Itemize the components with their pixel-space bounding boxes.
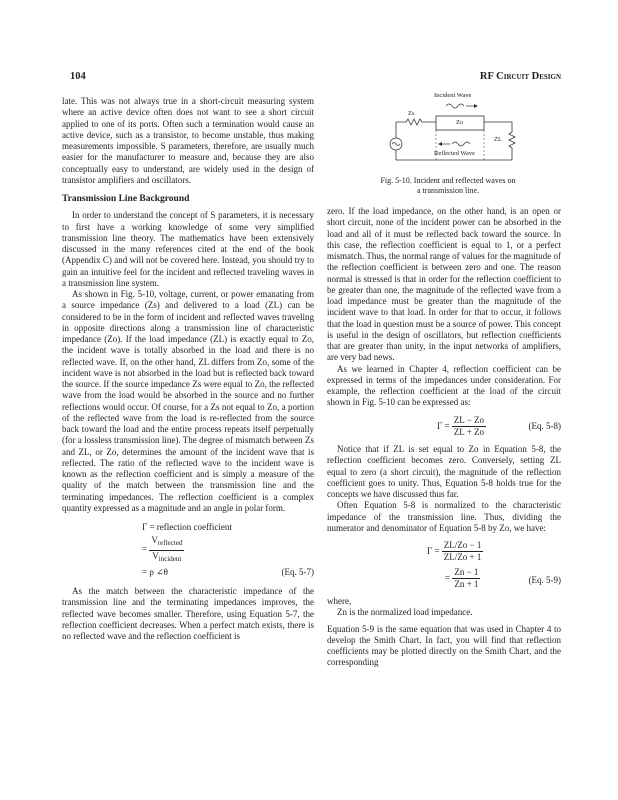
equation-5-7: Γ = reflection coefficient = $\frac{V_{reflected}}{V_{incident}}$ = ρ ∠θ (Eq. 5-7)	[142, 522, 314, 577]
equation-label: (Eq. 5-8)	[528, 420, 561, 431]
eq-fraction: $\frac{ZL - Zo}{ZL + Zo}$	[453, 414, 485, 437]
equation-5-9: Γ = $\frac{ZL/Zo - 1}{ZL/Zo + 1}$ = $\frac{Zn - 1}{Zn + 1}$ (Eq. 5-9)	[427, 540, 561, 589]
incident-wave-label: Incident Wave	[434, 92, 472, 99]
caption-line-1: Fig. 5-10. Incident and reflected waves on	[380, 176, 516, 185]
equation-label: (Eq. 5-7)	[281, 566, 314, 577]
where-definition: Zn is the normalized load impedance.	[337, 607, 473, 618]
paragraph: In order to understand the concept of S parameters, it is necessary to first have a working knowledge of some very simplified transmission line theory. The mathematics have been extensively discussed in the many references cited at the end of the book (Appendix C) and will not be covered here. Instead, you should try to gain an intuitive feel for the incident and reflected traveling waves in a transmission line system.	[62, 210, 314, 288]
page-number: 104	[70, 71, 86, 82]
eq-fraction: $\frac{V_{reflected}}{V_{incident}}$	[151, 535, 183, 563]
eq-fraction: $\frac{ZL/Zo - 1}{ZL/Zo + 1}$	[443, 540, 482, 563]
equation-5-8: Γ = $\frac{ZL - Zo}{ZL + Zo}$ (Eq. 5-8)	[437, 414, 561, 437]
reflected-wave-label: Reflected Wave	[434, 150, 476, 157]
figure-caption	[358, 176, 538, 196]
paragraph: As the match between the characteristic impedance of the transmission line and the terminating impedances improves, the reflected wave becomes smaller. Therefore, using Equation 5-7, the reflection coefficient decreases. When a perfect match exists, there is no reflected wave and the reflection coefficient is	[62, 586, 314, 641]
figure-5-10	[382, 92, 532, 172]
right-column	[327, 206, 561, 669]
equation-label: (Eq. 5-9)	[528, 574, 561, 585]
where-line: where,	[327, 596, 352, 606]
zl-label: ZL	[494, 136, 502, 143]
zs-label: Zs	[408, 110, 415, 117]
paragraph: zero. If the load impedance, on the other hand, is an open or short circuit, none of the incident power can be absorbed in the load and all of it must be reflected back toward the source. In this case, the reflection coefficient is equal to 1, or a perfect mismatch. Thus, the normal range of values for the magnitude of the reflection coefficient is between zero and one. The reason normal is stressed is that in order for the reflection coefficient to be greater than one, the magnitude of the reflected wave from a load impedance must be greater than the magnitude of the incident wave to that load. In order for that to occur, it follows that the load in question must be a source of power. This concept is useful in the design of oscillators, but reflection coefficients that are greater than unity, in the input networks of amplifiers, are very bad news.	[327, 206, 561, 363]
zo-label: Zo	[456, 119, 464, 126]
eq-line-1: Γ = reflection coefficient	[142, 522, 232, 532]
eq-line-3: = ρ ∠θ	[142, 566, 168, 577]
paragraph: late. This was not always true in a short-circuit measuring system where an active device often does not want to see a short circuit applied to one of its ports. Often such a termination would cause an active device, such as a transistor, to become unstable, thus making measurements impossible. S parameters, therefore, are usually much easier for the manufacturer to measure and, because they are also conceptually easy to understand, are widely used in the design of transistor amplifiers and oscillators.	[62, 96, 314, 185]
paragraph: As we learned in Chapter 4, reflection coefficient can be expressed in terms of the impedances under consideration. For example, the reflection coefficient at the load of the circuit shown in Fig. 5-10 can be expressed as:	[327, 363, 561, 408]
transmission-line-diagram	[382, 92, 532, 172]
paragraph: Equation 5-9 is the same equation that was used in Chapter 4 to develop the Smith Chart. In fact, you will find that reflection coefficients may be plotted directly on the Smith Chart, and the corresponding	[327, 623, 561, 668]
paragraph: Notice that if ZL is set equal to Zo in Equation 5-8, the reflection coefficient becomes zero. Conversely, setting ZL equal to zero (a short circuit), the magnitude of the reflection coefficient goes to unity. Thus, Equation 5-8 holds true for the concepts we have discussed thus far.	[327, 444, 561, 499]
paragraph: Often Equation 5-8 is normalized to the characteristic impedance of the transmission line. Thus, dividing the numerator and denominator of Equation 5-8 by Zo, we have:	[327, 500, 561, 533]
caption-line-2: a transmission line.	[417, 186, 479, 195]
section-heading: Transmission Line Background	[62, 194, 190, 204]
running-title: RF Circuit Design	[479, 71, 561, 82]
left-column	[62, 96, 314, 642]
paragraph: As shown in Fig. 5-10, voltage, current, or power emanating from a source impedance (Zs) and delivered to a load (ZL) can be considered to be in the form of incident and reflected waves traveling in opposite directions along a transmission line of characteristic impedance (Zo). If the load impedance (ZL) is exactly equal to Zo, the incident wave is totally absorbed in the load and there is no reflected wave. If, on the other hand, ZL differs from Zo, some of the incident wave is not absorbed in the load but is reflected back toward the source. If the source impedance Zs were equal to Zo, the reflected wave from the load would be absorbed in the source and no further reflections would occur. Of course, for a Zs not equal to Zo, a portion of the reflected wave from the load is re-reflected from the source back toward the load and the entire process repeats itself perpetually (for a lossless transmission line). The degree of mismatch between Zs and ZL, or Zo, determines the amount of the incident wave that is reflected. The ratio of the reflected wave to the incident wave is known as the reflection coefficient and is simply a measure of the quality of the match between the transmission line and the terminating impedances. The reflection coefficient is a complex quantity expressed as a magnitude and an angle in polar form.	[62, 289, 314, 513]
eq-fraction: $\frac{Zn - 1}{Zn + 1}$	[454, 566, 479, 589]
